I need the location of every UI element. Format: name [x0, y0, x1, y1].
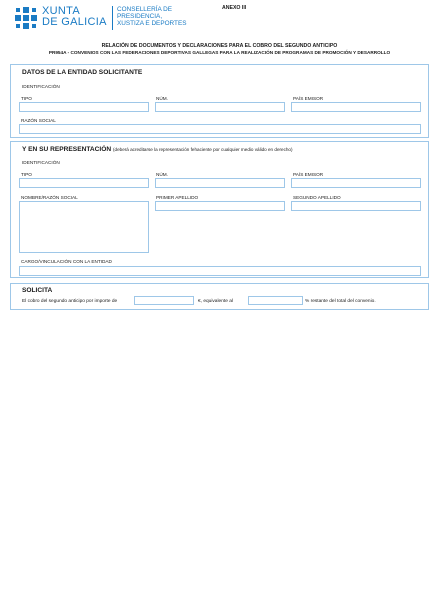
- entity-identification-label: IDENTIFICACIÓN: [22, 84, 60, 89]
- request-amount-field[interactable]: [134, 296, 194, 305]
- rep-apellido2-label: SEGUNDO APELLIDO: [293, 195, 341, 200]
- rep-num-label: NÚM.: [156, 172, 168, 177]
- department-line-3: XUSTIZA E DEPORTES: [117, 20, 187, 27]
- entity-tipo-field[interactable]: [19, 102, 149, 112]
- document-subtitle: PR954A - CONVENIOS CON LAS FEDERACIONES DEPORTIVAS GALLEGAS PARA LA REALIZACIÓN DE PROGRAMAS DE PROMOCIÓN Y DESARROLLO: [48, 50, 391, 55]
- entity-razon-field[interactable]: [19, 124, 421, 134]
- entity-num-field[interactable]: [155, 102, 285, 112]
- entity-num-label: NÚM.: [156, 96, 168, 101]
- request-section: [10, 283, 429, 310]
- rep-pais-field[interactable]: [291, 178, 421, 188]
- rep-nombre-label: NOMBRE/RAZÓN SOCIAL: [21, 195, 78, 200]
- xunta-cross-icon: [14, 6, 38, 30]
- entity-section-title: DATOS DE LA ENTIDAD SOLICITANTE: [22, 69, 143, 76]
- rep-tipo-field[interactable]: [19, 178, 149, 188]
- rep-cargo-label: CARGO/VINCULACIÓN CON LA ENTIDAD: [21, 259, 112, 264]
- rep-cargo-field[interactable]: [19, 266, 421, 276]
- representation-title-text: Y EN SU REPRESENTACIÓN: [22, 146, 112, 153]
- rep-pais-label: PAÍS EMISOR: [293, 172, 324, 177]
- logo-text: [42, 6, 107, 28]
- representation-section-title: [22, 146, 293, 153]
- representation-subtitle: (deberá acreditarse la representación fehaciente por cualquier medio válido en derecho): [113, 147, 293, 152]
- rep-tipo-label: TIPO: [21, 172, 32, 177]
- entity-razon-label: RAZÓN SOCIAL: [21, 118, 56, 123]
- logo-divider: [112, 6, 113, 30]
- request-text-middle: €, equivalente al: [198, 299, 233, 304]
- rep-nombre-field[interactable]: [19, 201, 149, 253]
- request-section-title: SOLICITA: [22, 287, 53, 294]
- entity-tipo-label: TIPO: [21, 96, 32, 101]
- request-text-before: El cobro del segundo anticipo por importe de: [22, 299, 118, 304]
- department-line-2: PRESIDENCIA,: [117, 13, 163, 20]
- representation-section: [10, 141, 429, 278]
- logo-line-1: XUNTA: [42, 5, 80, 17]
- rep-apellido2-field[interactable]: [291, 201, 421, 211]
- request-text-after: % restante del total del convenio.: [305, 299, 376, 304]
- entity-pais-label: PAÍS EMISOR: [293, 96, 324, 101]
- rep-apellido1-label: PRIMER APELLIDO: [156, 195, 199, 200]
- representation-identification-label: IDENTIFICACIÓN: [22, 160, 60, 165]
- request-percent-field[interactable]: [248, 296, 303, 305]
- department-line-1: CONSELLERÍA DE: [117, 6, 173, 13]
- document-title: RELACIÓN DE DOCUMENTOS Y DECLARACIONES PARA EL COBRO DEL SEGUNDO ANTICIPO: [101, 43, 338, 49]
- entity-pais-field[interactable]: [291, 102, 421, 112]
- annex-label: ANEXO III: [222, 5, 247, 11]
- logo-line-2: DE GALICIA: [42, 16, 107, 28]
- rep-num-field[interactable]: [155, 178, 285, 188]
- department-name: [117, 6, 187, 27]
- xunta-logo: [14, 5, 187, 30]
- entity-section: [10, 64, 429, 138]
- rep-apellido1-field[interactable]: [155, 201, 285, 211]
